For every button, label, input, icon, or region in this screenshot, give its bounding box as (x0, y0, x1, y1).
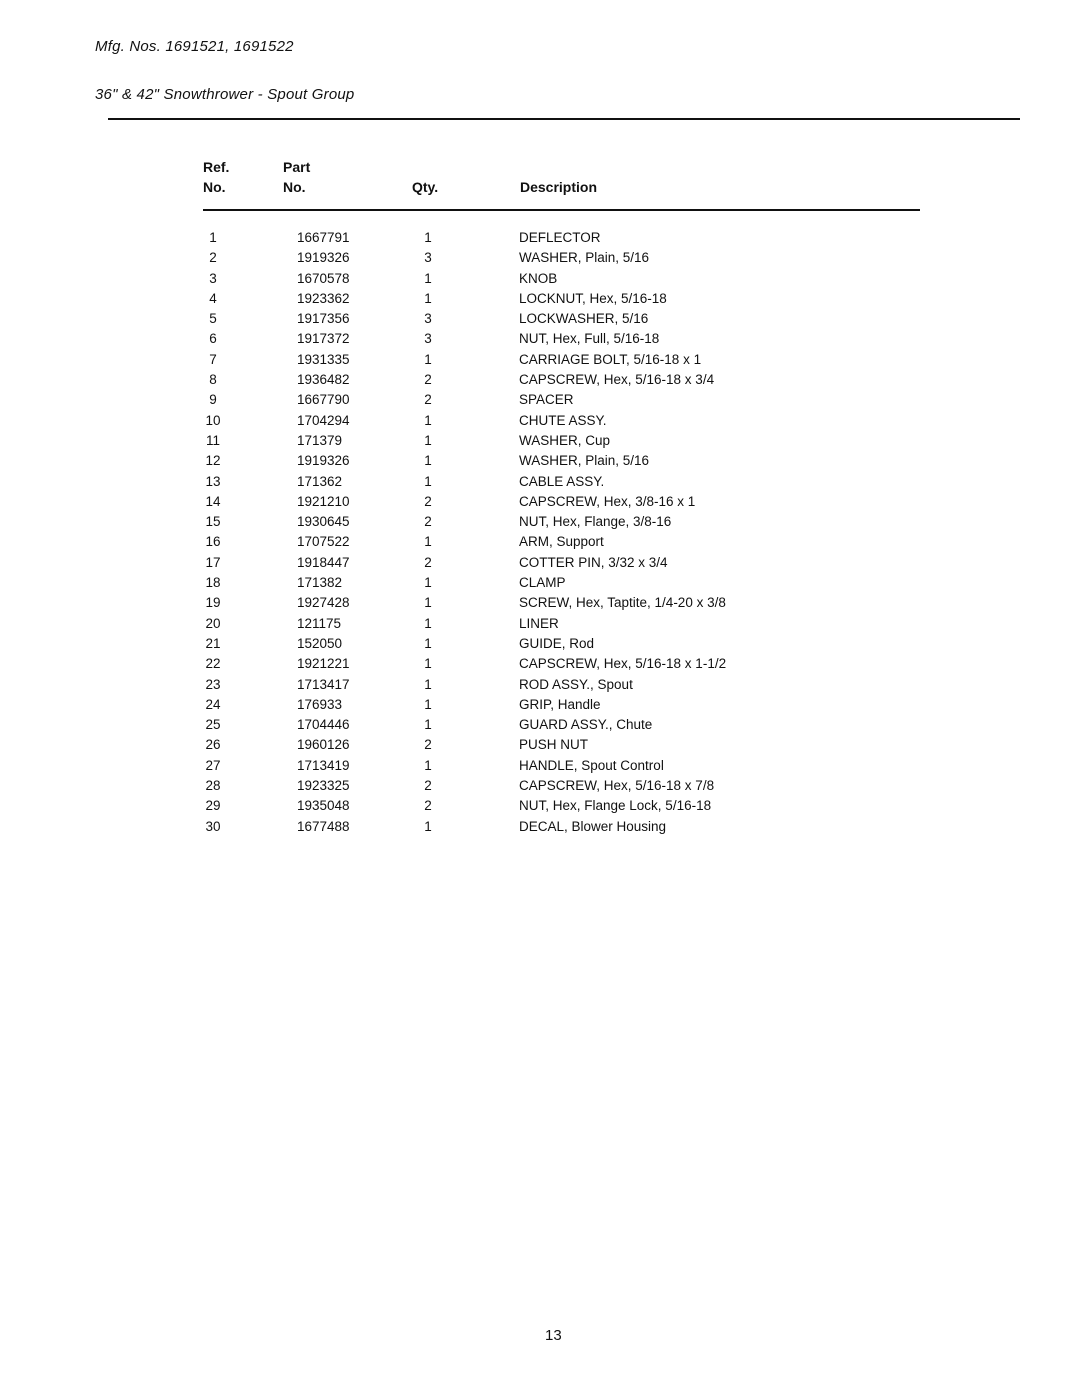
ref-number: 12 (205, 453, 221, 469)
column-header-ref-line1: Ref. (203, 159, 230, 175)
part-number: 171379 (297, 432, 343, 448)
quantity: 1 (424, 473, 432, 489)
part-number: 1919326 (297, 453, 350, 469)
description: NUT, Hex, Flange Lock, 5/16-18 (519, 798, 712, 814)
part-number: 1713419 (297, 757, 350, 773)
quantity: 3 (424, 331, 432, 347)
table-row (0, 715, 1080, 735)
quantity: 1 (424, 595, 432, 611)
quantity: 2 (424, 514, 432, 530)
quantity: 1 (424, 270, 432, 286)
part-number: 1921221 (297, 656, 350, 672)
description: GUARD ASSY., Chute (519, 717, 653, 733)
table-row (0, 735, 1080, 755)
part-number: 1918447 (297, 554, 350, 570)
table-row (0, 756, 1080, 776)
description: CAPSCREW, Hex, 5/16-18 x 7/8 (519, 778, 715, 794)
column-header-qty: Qty. (412, 179, 439, 195)
table-row (0, 512, 1080, 532)
quantity: 1 (424, 635, 432, 651)
quantity: 1 (424, 676, 432, 692)
quantity: 1 (424, 534, 432, 550)
ref-number: 7 (209, 351, 217, 367)
part-number: 1917372 (297, 331, 350, 347)
quantity: 1 (424, 818, 432, 834)
ref-number: 21 (205, 635, 221, 651)
part-number: 1704294 (297, 412, 350, 428)
ref-number: 20 (205, 615, 221, 631)
quantity: 1 (424, 656, 432, 672)
table-row (0, 228, 1080, 248)
description: CAPSCREW, Hex, 3/8-16 x 1 (519, 493, 696, 509)
ref-number: 28 (205, 778, 221, 794)
table-row (0, 451, 1080, 471)
part-number: 1921210 (297, 493, 350, 509)
description: WASHER, Cup (519, 432, 611, 448)
ref-number: 17 (205, 554, 221, 570)
parts-list (0, 228, 1080, 837)
ref-number: 30 (205, 818, 221, 834)
ref-number: 22 (205, 656, 221, 672)
table-row (0, 614, 1080, 634)
manufacturer-numbers: Mfg. Nos. 1691521, 1691522 (95, 38, 294, 55)
ref-number: 4 (209, 290, 217, 306)
table-row (0, 289, 1080, 309)
ref-number: 6 (209, 331, 217, 347)
description: CAPSCREW, Hex, 5/16-18 x 3/4 (519, 372, 715, 388)
header-rule (108, 118, 1020, 120)
ref-number: 2 (209, 250, 217, 266)
quantity: 2 (424, 493, 432, 509)
ref-number: 25 (205, 717, 221, 733)
ref-number: 26 (205, 737, 221, 753)
column-header-description: Description (520, 179, 598, 195)
description: NUT, Hex, Flange, 3/8-16 (519, 514, 672, 530)
part-number: 176933 (297, 696, 343, 712)
table-row (0, 431, 1080, 451)
quantity: 1 (424, 717, 432, 733)
quantity: 1 (424, 290, 432, 306)
part-number: 1923362 (297, 290, 350, 306)
quantity: 3 (424, 311, 432, 327)
part-number: 171382 (297, 575, 343, 591)
ref-number: 27 (205, 757, 221, 773)
table-row (0, 634, 1080, 654)
quantity: 1 (424, 575, 432, 591)
ref-number: 11 (205, 432, 220, 448)
quantity: 1 (424, 696, 432, 712)
quantity: 1 (424, 432, 432, 448)
column-header-part-no (283, 157, 310, 197)
table-row (0, 309, 1080, 329)
description: CAPSCREW, Hex, 5/16-18 x 1-1/2 (519, 656, 727, 672)
quantity: 2 (424, 798, 432, 814)
part-number: 1677488 (297, 818, 350, 834)
description: ARM, Support (519, 534, 604, 550)
description: SPACER (519, 392, 574, 408)
quantity: 1 (424, 412, 432, 428)
table-row (0, 411, 1080, 431)
part-number: 1919326 (297, 250, 350, 266)
ref-number: 13 (205, 473, 221, 489)
part-number: 1927428 (297, 595, 350, 611)
description: GRIP, Handle (519, 696, 601, 712)
ref-number: 24 (205, 696, 221, 712)
column-header-ref-line2: No. (203, 179, 226, 195)
description: CARRIAGE BOLT, 5/16-18 x 1 (519, 351, 702, 367)
part-number: 1931335 (297, 351, 350, 367)
ref-number: 1 (209, 230, 217, 245)
part-number: 1713417 (297, 676, 350, 692)
ref-number: 15 (205, 514, 221, 530)
description: KNOB (519, 270, 558, 286)
part-number: 152050 (297, 635, 343, 651)
part-number: 1707522 (297, 534, 350, 550)
quantity: 2 (424, 554, 432, 570)
description: LOCKWASHER, 5/16 (519, 311, 649, 327)
section-title: 36" & 42" Snowthrower - Spout Group (95, 86, 355, 103)
description: NUT, Hex, Full, 5/16-18 (519, 331, 660, 347)
ref-number: 9 (209, 392, 217, 408)
part-number: 171362 (297, 473, 343, 489)
part-number: 121175 (297, 615, 342, 631)
table-row (0, 370, 1080, 390)
ref-number: 19 (205, 595, 221, 611)
description: COTTER PIN, 3/32 x 3/4 (519, 554, 668, 570)
description: PUSH NUT (519, 737, 589, 753)
quantity: 2 (424, 392, 432, 408)
ref-number: 29 (205, 798, 221, 814)
ref-number: 3 (209, 270, 217, 286)
table-row (0, 695, 1080, 715)
quantity: 1 (424, 453, 432, 469)
ref-number: 14 (205, 493, 221, 509)
quantity: 1 (424, 230, 432, 245)
ref-number: 18 (205, 575, 221, 591)
table-row (0, 472, 1080, 492)
column-header-part-line2: No. (283, 179, 306, 195)
description: LOCKNUT, Hex, 5/16-18 (519, 290, 667, 306)
part-number: 1936482 (297, 372, 350, 388)
part-number: 1670578 (297, 270, 350, 286)
ref-number: 10 (205, 412, 221, 428)
ref-number: 8 (209, 372, 217, 388)
description: WASHER, Plain, 5/16 (519, 250, 650, 266)
table-header-rule (203, 209, 920, 211)
ref-number: 23 (205, 676, 221, 692)
description: CLAMP (519, 575, 566, 591)
part-number: 1935048 (297, 798, 350, 814)
ref-number: 5 (209, 311, 217, 327)
table-row (0, 350, 1080, 370)
table-row (0, 573, 1080, 593)
table-row (0, 492, 1080, 512)
description: SCREW, Hex, Taptite, 1/4-20 x 3/8 (519, 595, 726, 611)
column-header-part-line1: Part (283, 159, 311, 175)
table-row (0, 390, 1080, 410)
description: WASHER, Plain, 5/16 (519, 453, 650, 469)
table-row (0, 269, 1080, 289)
part-number: 1923325 (297, 778, 350, 794)
description: GUIDE, Rod (519, 635, 595, 651)
description: LINER (519, 615, 559, 631)
table-row (0, 796, 1080, 816)
quantity: 1 (424, 615, 432, 631)
part-number: 1704446 (297, 717, 350, 733)
description: CABLE ASSY. (519, 473, 605, 489)
table-row (0, 532, 1080, 552)
description: HANDLE, Spout Control (519, 757, 664, 773)
part-number: 1667791 (297, 230, 350, 245)
table-row (0, 248, 1080, 268)
part-number: 1960126 (297, 737, 350, 753)
quantity: 2 (424, 778, 432, 794)
part-number: 1667790 (297, 392, 350, 408)
part-number: 1917356 (297, 311, 350, 327)
table-row (0, 817, 1080, 837)
ref-number: 16 (205, 534, 221, 550)
table-row (0, 776, 1080, 796)
description: ROD ASSY., Spout (519, 676, 633, 692)
page-number: 13 (545, 1327, 562, 1344)
description: CHUTE ASSY. (519, 412, 607, 428)
quantity: 3 (424, 250, 432, 266)
quantity: 1 (424, 351, 432, 367)
description: DEFLECTOR (519, 230, 601, 245)
description: DECAL, Blower Housing (519, 818, 667, 834)
table-row (0, 553, 1080, 573)
table-row (0, 675, 1080, 695)
quantity: 1 (424, 757, 432, 773)
part-number: 1930645 (297, 514, 350, 530)
table-row (0, 329, 1080, 349)
quantity: 2 (424, 372, 432, 388)
quantity: 2 (424, 737, 432, 753)
column-header-ref-no (203, 157, 229, 197)
table-row (0, 654, 1080, 674)
table-row (0, 593, 1080, 613)
